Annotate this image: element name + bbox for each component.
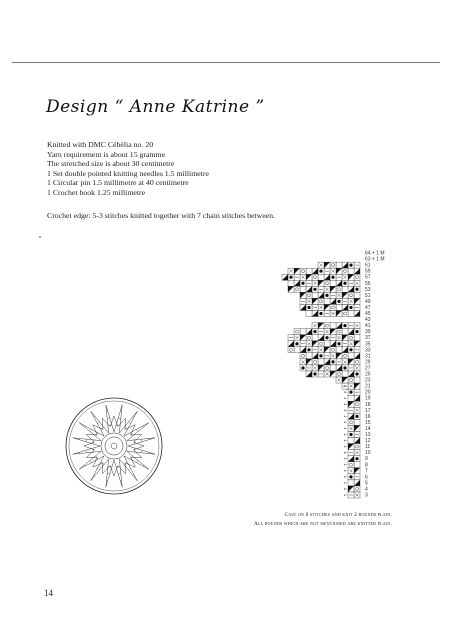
row-label: 3 — [365, 492, 368, 499]
page-number: 14 — [44, 588, 53, 598]
row-label: 29 — [365, 359, 371, 366]
row-label: 8 — [365, 462, 368, 469]
row-label: 13 — [365, 432, 371, 438]
row-label: 43 — [365, 317, 371, 324]
row-label: 10 — [365, 450, 371, 457]
chart-row — [294, 329, 360, 335]
chart-row — [306, 371, 360, 377]
materials-line: The stretched size is about 30 centimetre — [47, 159, 175, 169]
chart-row — [300, 359, 360, 365]
row-label: 27 — [365, 365, 371, 372]
chart-row — [282, 274, 360, 280]
page-title: Design “ Anne Katrine ” — [46, 97, 265, 117]
row-label: 41 — [365, 323, 371, 330]
chart-row — [300, 298, 360, 304]
chart-row — [344, 468, 360, 474]
row-label: 35 — [365, 341, 371, 348]
chart-row — [288, 280, 360, 286]
chart-row — [312, 323, 360, 329]
print-speck — [39, 236, 41, 238]
chart-row — [344, 462, 360, 468]
row-label: 7 — [365, 468, 368, 475]
row-label: 55 — [365, 280, 371, 287]
chart-row — [318, 262, 360, 268]
row-label: 57 — [365, 274, 371, 281]
chart-row — [344, 450, 360, 456]
chart-row — [342, 383, 360, 389]
row-label: 11 — [365, 444, 371, 451]
row-label: 37 — [365, 335, 371, 342]
row-label: 39 — [365, 329, 371, 336]
materials-line: Yarn requirement is about 15 gramme — [47, 149, 166, 159]
crochet-edge-text: Crochet edge: 5-3 stitches knitted together with 7 chain stitches between. — [47, 211, 275, 220]
materials-line: 1 Crochet hook 1.25 millimetre — [47, 187, 146, 197]
row-label: 33 — [365, 347, 371, 354]
chart-row — [344, 438, 360, 444]
row-label: 19 — [365, 395, 371, 402]
chart-row — [306, 311, 360, 317]
row-label: 14 — [365, 425, 371, 432]
chart-row — [344, 407, 360, 413]
row-label: 64 + 1 M — [365, 250, 385, 257]
row-label: 63 + 1 M — [365, 256, 385, 263]
chart-row — [344, 395, 360, 401]
chart-row — [300, 353, 360, 359]
chart-row — [344, 419, 360, 425]
chart-row — [344, 389, 360, 395]
row-label: 51 — [365, 292, 371, 299]
row-label: 4 — [365, 486, 368, 493]
chart-row — [344, 456, 360, 462]
plain-rounds-note: All rounds which are not mentioned are knitted plain. — [253, 521, 392, 527]
chart-row — [344, 444, 360, 450]
row-label: 15 — [365, 419, 371, 426]
cast-on-note: Cast on 8 stitches and knit 2 rounds plain. — [284, 512, 392, 518]
chart-row — [344, 413, 360, 419]
chart-row — [336, 377, 360, 383]
row-label: 16 — [365, 413, 371, 420]
header-rule — [12, 62, 440, 63]
chart-row — [344, 486, 360, 492]
chart-row — [300, 292, 360, 298]
chart-row — [288, 347, 360, 353]
row-label: 9 — [365, 456, 368, 463]
row-label: 20 — [365, 389, 371, 396]
materials-line: 1 Set double pointed knitting needles 1.5 millimetre — [47, 168, 209, 178]
chart-row — [300, 365, 360, 371]
chart-row — [344, 432, 360, 438]
row-label: 49 — [365, 298, 371, 305]
doily-illustration — [64, 396, 164, 496]
chart-row — [344, 474, 360, 480]
chart-row — [288, 286, 360, 292]
row-label: 53 — [365, 286, 371, 293]
chart-row — [344, 480, 360, 486]
row-label: 47 — [365, 304, 371, 311]
row-label: 21 — [365, 383, 371, 390]
row-label: 61 — [365, 262, 371, 269]
chart-row — [344, 401, 360, 407]
chart-notes — [254, 511, 392, 529]
chart-row — [344, 492, 360, 498]
row-label: 25 — [365, 371, 371, 378]
row-label: 12 — [365, 438, 371, 445]
chart-row — [288, 341, 360, 347]
chart-row — [288, 335, 360, 341]
chart-row — [288, 268, 360, 274]
materials-list — [47, 140, 209, 198]
row-label: 59 — [365, 268, 371, 275]
row-label: 18 — [365, 401, 371, 408]
chart-row — [344, 425, 360, 431]
row-label: 23 — [365, 377, 371, 384]
row-label: 6 — [365, 474, 368, 481]
row-label: 45 — [365, 311, 371, 317]
knitting-chart — [248, 248, 408, 503]
materials-line: Knitted with DMC Cébélia no. 20 — [47, 140, 154, 149]
row-label: 31 — [365, 353, 371, 360]
materials-line: 1 Circular pin 1.5 millimetre at 40 centimetre — [47, 178, 189, 188]
row-label: 17 — [365, 407, 371, 414]
chart-row — [300, 304, 360, 310]
row-label: 5 — [365, 480, 368, 487]
